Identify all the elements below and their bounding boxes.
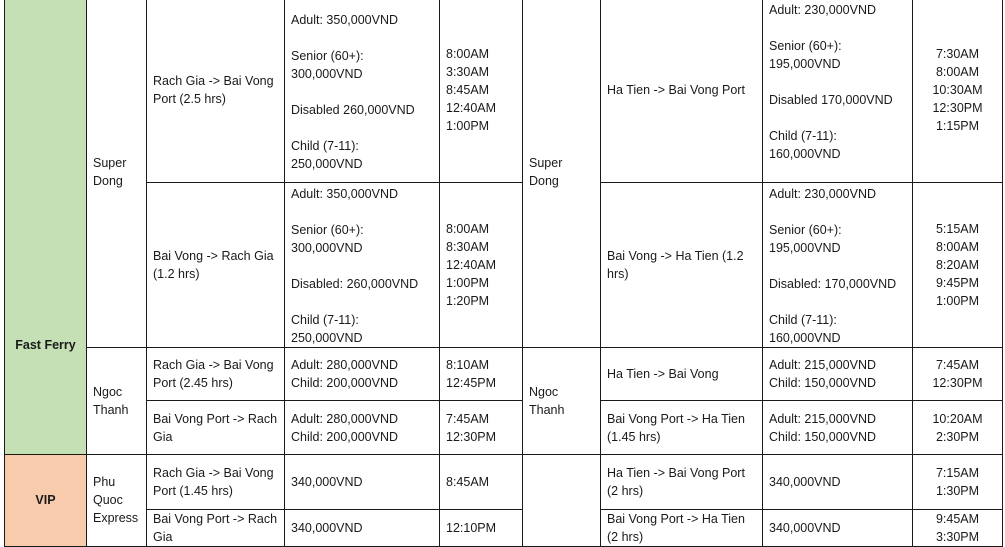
- price-cell: 340,000VND: [763, 510, 913, 547]
- operator-phu-quoc-express: Phu Quoc Express: [87, 455, 147, 547]
- times-cell: 7:15AM 1:30PM: [913, 455, 1003, 510]
- price-cell: Adult: 215,000VND Child: 150,000VND: [763, 348, 913, 401]
- times-cell: 10:20AM 2:30PM: [913, 401, 1003, 455]
- route-cell: Bai Vong -> Ha Tien (1.2 hrs): [601, 183, 763, 348]
- price-cell: Adult: 230,000VND Senior (60+): 195,000VND Disabled: 170,000VND Child (7-11): 160,000VND: [763, 183, 913, 348]
- table-row: [5, 183, 1003, 348]
- operator-empty-cell: [523, 455, 601, 547]
- price-cell: Adult: 350,000VND Senior (60+): 300,000VND Disabled 260,000VND Child (7-11): 250,000VND: [285, 0, 440, 183]
- price-cell: Adult: 280,000VND Child: 200,000VND: [285, 348, 440, 401]
- table-row: [5, 0, 1003, 183]
- route-cell: Rach Gia -> Bai Vong Port (2.5 hrs): [147, 0, 285, 183]
- route-cell: Bai Vong Port -> Rach Gia: [147, 510, 285, 547]
- times-cell: 12:10PM: [440, 510, 523, 547]
- route-cell: Rach Gia -> Bai Vong Port (1.45 hrs): [147, 455, 285, 510]
- price-cell: 340,000VND: [285, 455, 440, 510]
- table-row: [5, 348, 1003, 401]
- category-fast-ferry: Fast Ferry: [5, 0, 87, 455]
- price-cell: Adult: 280,000VND Child: 200,000VND: [285, 401, 440, 455]
- times-cell: 8:00AM 3:30AM 8:45AM 12:40AM 1:00PM: [440, 0, 523, 183]
- price-cell: Adult: 350,000VND Senior (60+): 300,000VND Disabled: 260,000VND Child (7-11): 250,000VND: [285, 183, 440, 348]
- times-cell: 8:00AM 8:30AM 12:40AM 1:00PM 1:20PM: [440, 183, 523, 348]
- route-cell: Ha Tien -> Bai Vong: [601, 348, 763, 401]
- ferry-schedule-table: [4, 0, 1003, 547]
- price-cell: 340,000VND: [763, 455, 913, 510]
- table-row: [5, 510, 1003, 547]
- times-cell: 9:45AM 3:30PM: [913, 510, 1003, 547]
- operator-ngoc-thanh-right: Ngoc Thanh: [523, 348, 601, 455]
- price-cell: Adult: 215,000VND Child: 150,000VND: [763, 401, 913, 455]
- price-cell: Adult: 230,000VND Senior (60+): 195,000VND Disabled 170,000VND Child (7-11): 160,000VND: [763, 0, 913, 183]
- route-cell: Rach Gia -> Bai Vong Port (2.45 hrs): [147, 348, 285, 401]
- route-cell: Ha Tien -> Bai Vong Port: [601, 0, 763, 183]
- route-cell: Bai Vong Port -> Rach Gia: [147, 401, 285, 455]
- price-cell: 340,000VND: [285, 510, 440, 547]
- operator-super-dong-right: Super Dong: [523, 0, 601, 348]
- route-cell: Ha Tien -> Bai Vong Port (2 hrs): [601, 455, 763, 510]
- route-cell: Bai Vong Port -> Ha Tien (1.45 hrs): [601, 401, 763, 455]
- times-cell: 7:45AM 12:30PM: [913, 348, 1003, 401]
- route-cell: Bai Vong -> Rach Gia (1.2 hrs): [147, 183, 285, 348]
- operator-ngoc-thanh-left: Ngoc Thanh: [87, 348, 147, 455]
- times-cell: 5:15AM 8:00AM 8:20AM 9:45PM 1:00PM: [913, 183, 1003, 348]
- times-cell: 7:30AM 8:00AM 10:30AM 12:30PM 1:15PM: [913, 0, 1003, 183]
- route-cell: Bai Vong Port -> Ha Tien (2 hrs): [601, 510, 763, 547]
- table-row: [5, 455, 1003, 510]
- operator-super-dong-left: Super Dong: [87, 0, 147, 348]
- times-cell: 8:45AM: [440, 455, 523, 510]
- times-cell: 8:10AM 12:45PM: [440, 348, 523, 401]
- times-cell: 7:45AM 12:30PM: [440, 401, 523, 455]
- table-row: [5, 401, 1003, 455]
- category-vip: VIP: [5, 455, 87, 547]
